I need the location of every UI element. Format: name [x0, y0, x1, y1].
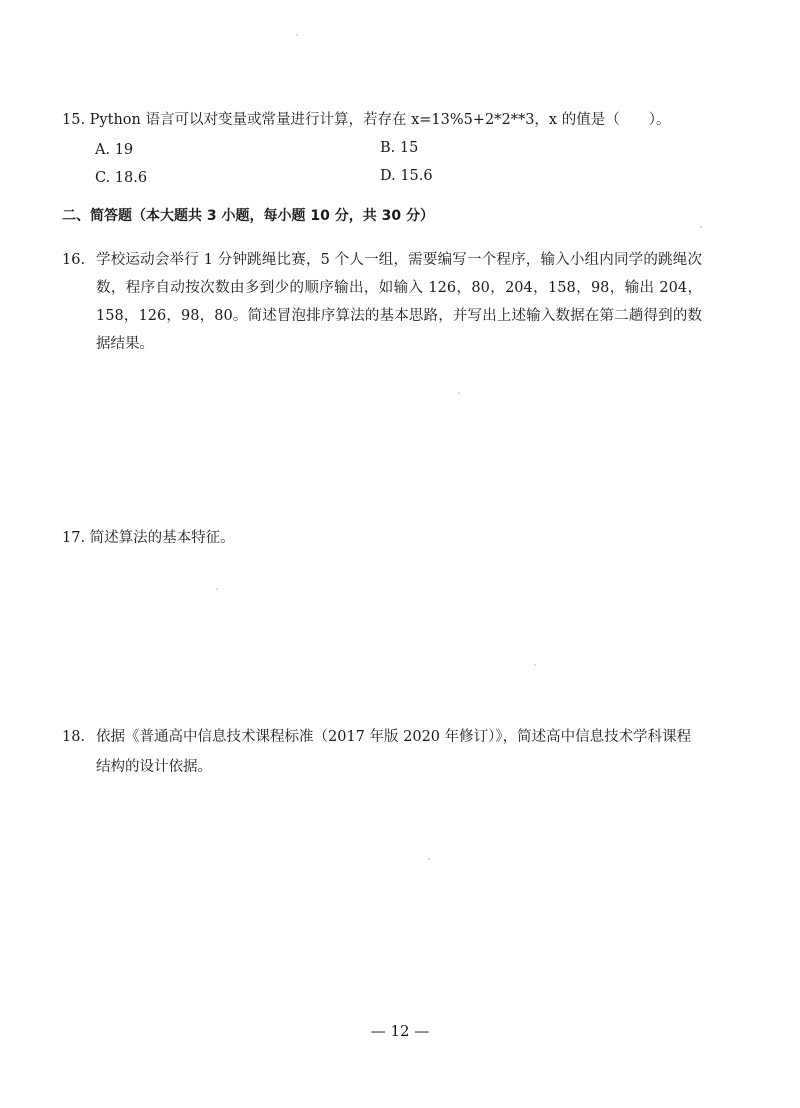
scan-speck [700, 226, 702, 228]
question-15-text: Python 语言可以对变量或常量进行计算，若存在 x=13%5+2*2**3，x 的值是（ ）。 [89, 112, 671, 128]
question-16-number: 16. [62, 252, 86, 268]
option-c: C. 18.6 [95, 170, 148, 186]
question-17-text: 简述算法的基本特征。 [89, 530, 235, 546]
option-b: B. 15 [380, 140, 419, 156]
option-d: D. 15.6 [380, 168, 433, 184]
question-16 [62, 246, 702, 358]
question-18-text: 依据《普通高中信息技术课程标准（2017 年版 2020 年修订）》，简述高中信息技术学科课程结构的设计依据。 [96, 729, 692, 775]
scan-speck [296, 34, 298, 36]
scan-speck [216, 588, 218, 590]
question-18-number: 18. [62, 729, 86, 745]
question-18 [62, 722, 702, 782]
page-number: — 12 — [370, 1022, 430, 1040]
question-17 [62, 528, 235, 548]
section-title: 二、简答题（本大题共 3 小题，每小题 10 分，共 30 分） [62, 208, 434, 224]
scan-speck [458, 392, 460, 394]
scan-speck [428, 858, 430, 860]
question-15 [62, 110, 670, 130]
question-16-text: 学校运动会举行 1 分钟跳绳比赛，5 个人一组，需要编写一个程序，输入小组内同学的跳绳次数，程序自动按次数由多到少的顺序输出，如输入 126，80，204，158，98，输出 204，158，126，98，80。简述冒泡排序算法的基本思路，并写出上述输入数据在第二趟得到的数据结果。 [96, 252, 702, 352]
question-17-number: 17. [62, 530, 86, 546]
option-a: A. 19 [95, 142, 134, 158]
question-15-number: 15. [62, 112, 86, 128]
scan-speck [534, 664, 536, 666]
